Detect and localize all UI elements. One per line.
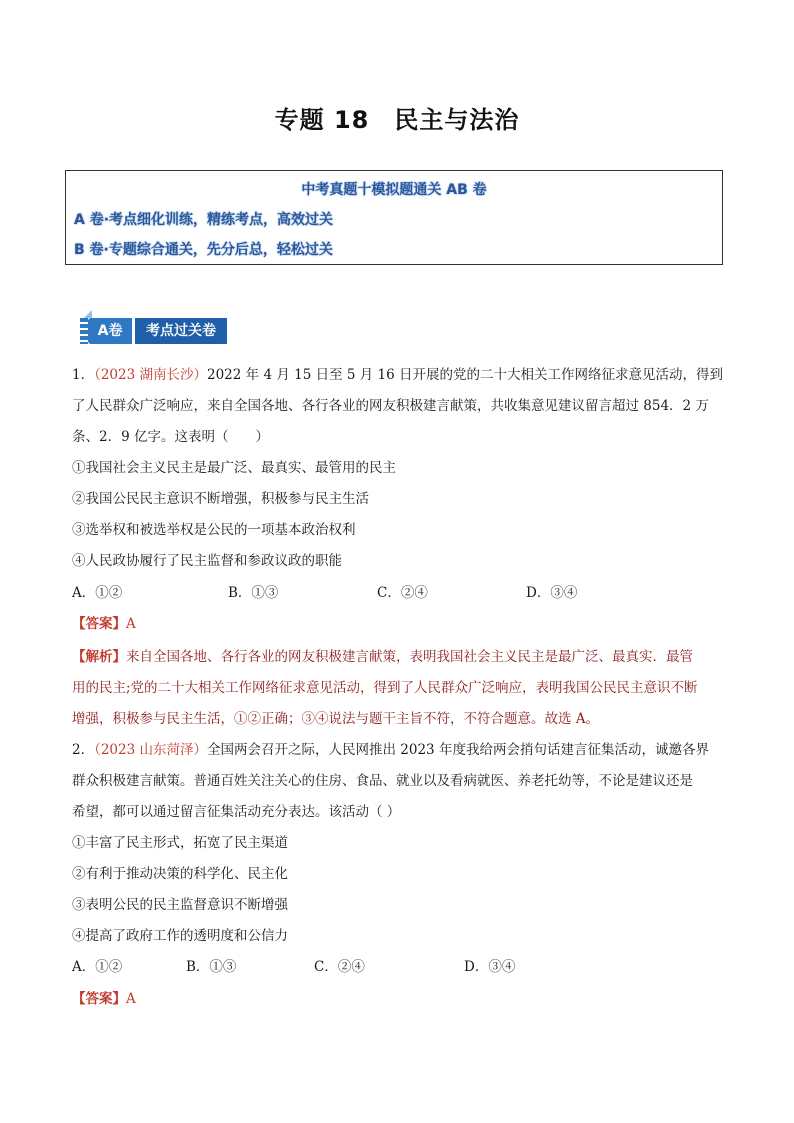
q1-stem-3: 条、2．9 亿字。这表明（ ） [72,429,269,445]
ab-box-b-line: B 卷·专题综合通关，先分后总，轻松过关 [74,242,333,258]
q1-option-c: C．②④ [377,585,428,601]
q1-item-2: ②我国公民民主意识不断增强，积极参与民主生活 [72,491,369,507]
ab-box-a-line: A 卷·考点细化训练，精练考点，高效过关 [74,212,334,228]
q1-analysis-3: 增强，积极参与民主生活，①②正确；③④说法与题干主旨不符，不符合题意。故选 A。 [72,711,600,727]
q1-number: 1． [72,367,95,383]
section-banner [80,310,235,350]
q1-option-b: B．①③ [228,585,279,601]
q1-answer-value: A [126,616,136,632]
q2-answer-label: 【答案】 [72,991,126,1007]
ab-overview-box [65,170,723,265]
q2-answer-value: A [126,991,136,1007]
q1-option-a: A．①② [72,585,123,601]
banner-fold-icon [84,310,92,318]
ab-box-heading: 中考真题十模拟题通关 AB 卷 [301,182,487,198]
banner-tag: A卷 [88,318,132,344]
q1-answer [72,609,732,640]
q1-analysis-2: 用的民主;党的二十大相关工作网络征求意见活动，得到了人民群众广泛响应，表明我国公民民主意识不断 [72,680,698,696]
q2-stem-2: 群众积极建言献策。普通百姓关注关心的住房、食品、就业以及看病就医、养老托幼等，不论是建议还是 [72,773,693,789]
q2-stem-1: 全国两会召开之际，人民网推出 2023 年度我给两会捎句话建言征集活动，诚邀各界 [207,742,709,758]
q1-item-3: ③选举权和被选举权是公民的一项基本政治权利 [72,522,356,538]
q2-answer [72,984,732,1015]
q2-item-3: ③表明公民的民主监督意识不断增强 [72,897,288,913]
q1-option-d: D．③④ [526,585,578,601]
q1-stem-2: 了人民群众广泛响应，来自全国各地、各行各业的网友积极建言献策，共收集意见建议留言超过 854．2 万 [72,398,709,414]
q2-source: （2023 山东菏泽） [94,742,207,758]
q2-number: 2． [72,742,95,758]
q1-source: （2023 湖南长沙） [94,367,207,383]
q2-item-2: ②有利于推动决策的科学化、民主化 [72,866,288,882]
q2-line1 [72,735,732,766]
q1-analysis-1 [72,642,732,673]
page-title: 专题 18 民主与法治 [274,106,520,134]
q1-stem-1: 2022 年 4 月 15 日至 5 月 16 日开展的党的二十大相关工作网络征求意见活动，得到 [207,367,724,383]
q2-option-d: D．③④ [464,959,516,975]
q2-option-b: B．①③ [186,959,237,975]
q2-item-1: ①丰富了民主形式，拓宽了民主渠道 [72,835,288,851]
q1-item-4: ④人民政协履行了民主监督和参政议政的职能 [72,553,342,569]
q2-option-c: C．②④ [314,959,365,975]
q2-option-a: A．①② [72,959,123,975]
banner-zigzag-icon [80,318,88,344]
q2-item-4: ④提高了政府工作的透明度和公信力 [72,928,288,944]
q1-item-1: ①我国社会主义民主是最广泛、最真实、最管用的民主 [72,460,396,476]
q1-analysis-label: 【解析】 [72,649,126,665]
q1-answer-label: 【答案】 [72,616,126,632]
q2-stem-3: 希望，都可以通过留言征集活动充分表达。该活动（ ） [72,804,401,820]
q1-analysis-text-1: 来自全国各地、各行各业的网友积极建言献策，表明我国社会主义民主是最广泛、最真实．最管 [126,649,693,665]
q1-line1 [72,360,732,391]
banner-label: 考点过关卷 [135,318,227,344]
